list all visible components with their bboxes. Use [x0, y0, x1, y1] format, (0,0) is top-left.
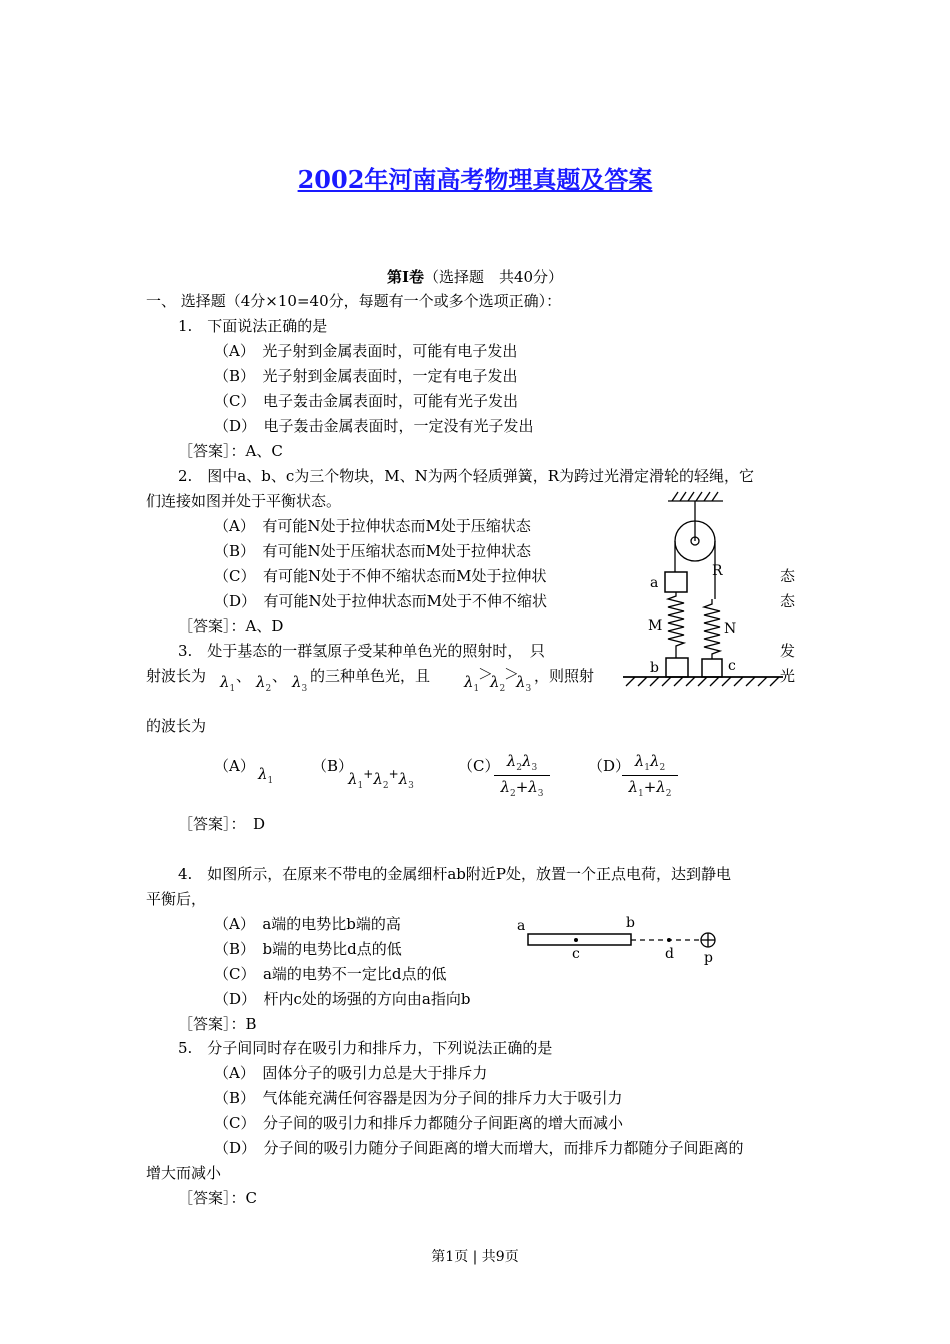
q5-option-d-cont: 增大而减小 — [146, 1164, 222, 1182]
q3-gt1: ＞ — [478, 665, 494, 683]
q4-answer: ［答案］：B — [178, 1015, 257, 1033]
q3-option-c-fraction — [494, 752, 550, 799]
spring-pulley-figure — [618, 486, 790, 694]
q1-option-c: （C） 电子轰击金属表面时，可能有光子发出 — [214, 392, 518, 410]
q4-stem-line2: 平衡后， — [146, 890, 207, 908]
q2-option-b: （B） 有可能N处于压缩状态而M处于拉伸状态 — [214, 542, 532, 560]
q3-option-d-label: （D） — [588, 757, 631, 775]
q3-gt2: ＞ — [504, 665, 520, 683]
q2-option-c: （C） 有可能N处于不伸不缩状态而M处于拉伸状 — [214, 567, 547, 585]
q4-option-d: （D） 杆内c处的场强的方向由a指向b — [214, 990, 471, 1008]
q5-option-c: （C） 分子间的吸引力和排斥力都随分子间距离的增大而减小 — [214, 1114, 623, 1132]
fig4-label-b: b — [626, 915, 635, 931]
q1-option-b: （B） 光子射到金属表面时，一定有电子发出 — [214, 367, 518, 385]
rod-charge-figure — [512, 910, 730, 968]
q3-line2-start: 射波长为 — [146, 667, 207, 685]
fig4-label-p: p — [704, 950, 713, 966]
q2-stem-line1: 2. 图中a、b、c为三个物块，M、N为两个轻质弹簧，R为跨过光滑定滑轮的轻绳，它 — [178, 467, 755, 485]
fig4-label-a: a — [517, 918, 526, 934]
q3-ineq-lambda3: $\lambda_3$ — [516, 673, 532, 694]
document-title[interactable]: 2002年河南高考物理真题及答案 — [297, 165, 653, 194]
q2-option-d: （D） 有可能N处于拉伸状态而M处于不伸不缩状 — [214, 592, 548, 610]
q4-option-a: （A） a端的电势比b端的高 — [214, 915, 401, 933]
q3-line2-end: ，则照射 — [534, 667, 595, 685]
q1-stem: 1. 下面说法正确的是 — [178, 317, 328, 335]
q3-line1: 3. 处于基态的一群氢原子受某种单色光的照射时， 只 — [178, 642, 545, 660]
q3-line2-tail: 光 — [780, 667, 796, 685]
q3-option-c-numerator: $\lambda_2\lambda_3$ — [494, 752, 550, 776]
q3-line1-tail: 发 — [780, 642, 796, 660]
q3-option-d-denominator: $\lambda_1+\lambda_2$ — [628, 778, 672, 799]
q3-option-d-fraction — [622, 752, 678, 799]
section-heading-rest: （选择题 共40分） — [423, 268, 564, 286]
q3-sep2: 、 — [272, 667, 288, 685]
fig2-label-r: R — [712, 563, 723, 579]
q3-lambda1: $\lambda_1$ — [220, 673, 236, 694]
section-heading — [0, 266, 950, 287]
q3-answer: ［答案］： D — [178, 815, 266, 833]
part-heading: 一、 选择题（4分×10=40分，每题有一个或多个选项正确）： — [146, 292, 562, 310]
q2-stem-line2: 们连接如图并处于平衡状态。 — [146, 492, 342, 510]
q3-option-b-expr: $\lambda_1^+\lambda_2^+\lambda_3$ — [348, 767, 414, 791]
q5-option-d: （D） 分子间的吸引力随分子间距离的增大而增大，而排斥力都随分子间距离的 — [214, 1139, 744, 1157]
q1-option-d: （D） 电子轰击金属表面时，一定没有光子发出 — [214, 417, 534, 435]
fig2-label-m: M — [648, 618, 663, 634]
q2-option-c-tail: 态 — [780, 567, 796, 585]
q3-option-a-label: （A） — [214, 757, 255, 775]
q5-option-a: （A） 固体分子的吸引力总是大于排斥力 — [214, 1064, 488, 1082]
q5-option-b: （B） 气体能充满任何容器是因为分子间的排斥力大于吸引力 — [214, 1089, 623, 1107]
q3-option-d-numerator: $\lambda_1\lambda_2$ — [622, 752, 678, 776]
q3-line3: 的波长为 — [146, 717, 207, 735]
q5-stem: 5. 分子间同时存在吸引力和排斥力，下列说法正确的是 — [178, 1039, 553, 1057]
q3-sep1: 、 — [236, 667, 252, 685]
q3-ineq-lambda1: $\lambda_1$ — [464, 673, 480, 694]
q2-option-a: （A） 有可能N处于拉伸状态而M处于压缩状态 — [214, 517, 531, 535]
fig4-label-c: c — [572, 946, 580, 962]
fig2-label-a: a — [650, 575, 659, 591]
q1-answer: ［答案］：A、C — [178, 442, 283, 460]
q4-option-c: （C） a端的电势不一定比d点的低 — [214, 965, 447, 983]
q4-option-b: （B） b端的电势比d点的低 — [214, 940, 402, 958]
fig2-label-n: N — [724, 621, 737, 637]
q2-option-d-tail: 态 — [780, 592, 796, 610]
q3-option-b-label: （B） — [312, 757, 354, 775]
fig2-label-c: c — [728, 658, 736, 674]
q4-stem-line1: 4. 如图所示，在原来不带电的金属细杆ab附近P处，放置一个正点电荷，达到静电 — [178, 865, 731, 883]
section-heading-bold: 第Ⅰ卷 — [386, 268, 424, 286]
page-footer: 第1页 | 共9页 — [431, 1249, 519, 1265]
q3-lambda3: $\lambda_3$ — [292, 673, 308, 694]
fig4-label-d: d — [665, 946, 674, 962]
q3-option-a-expr: $\lambda_1$ — [258, 765, 274, 786]
q2-answer: ［答案］：A、D — [178, 617, 284, 635]
q3-lambda2: $\lambda_2$ — [256, 673, 272, 694]
q3-ineq-lambda2: $\lambda_2$ — [490, 673, 506, 694]
q3-line2-mid: 的三种单色光，且 — [310, 667, 431, 685]
q5-answer: ［答案］：C — [178, 1189, 257, 1207]
fig2-label-b: b — [650, 660, 659, 676]
q3-option-c-denominator: $\lambda_2+\lambda_3$ — [500, 778, 544, 799]
q3-option-c-label: （C） — [458, 757, 500, 775]
q1-option-a: （A） 光子射到金属表面时，可能有电子发出 — [214, 342, 518, 360]
